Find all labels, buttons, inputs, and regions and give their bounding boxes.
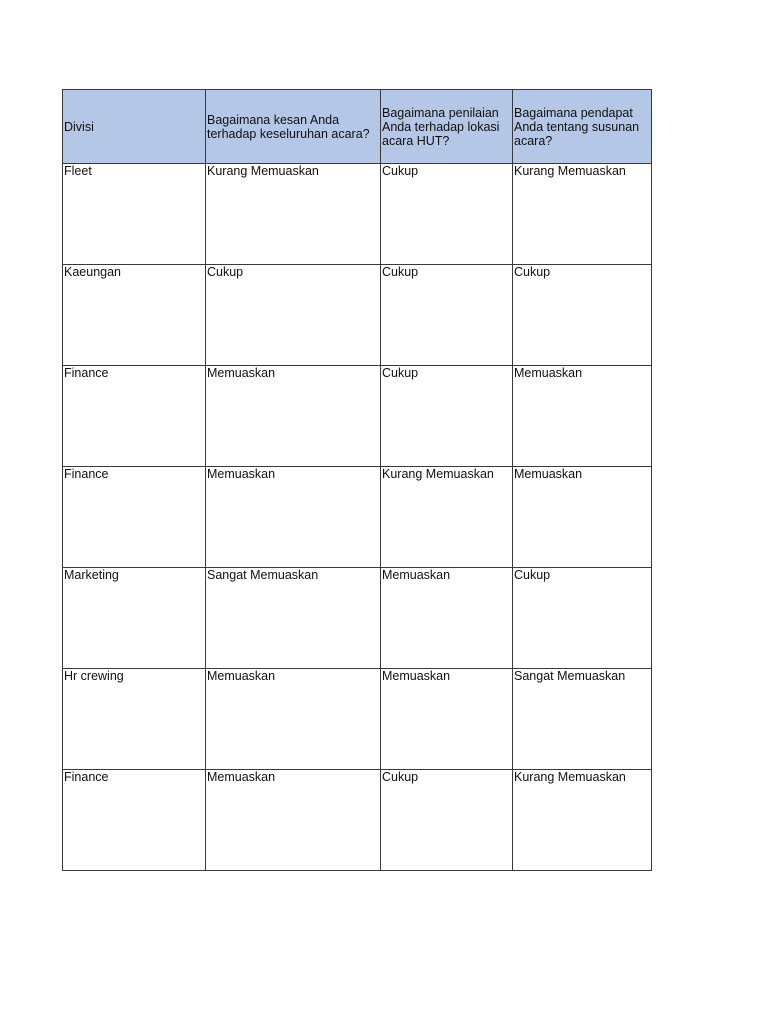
cell-divisi: Finance [63,366,206,467]
cell-divisi: Fleet [63,164,206,265]
cell-divisi: Hr crewing [63,669,206,770]
cell-divisi: Finance [63,467,206,568]
cell-divisi: Kaeungan [63,265,206,366]
table-header [63,90,652,164]
header-divisi: Divisi [63,90,206,164]
survey-table [62,89,652,871]
cell-divisi: Marketing [63,568,206,669]
cell-penilaian-lokasi: Cukup [381,164,513,265]
cell-susunan-acara: Kurang Memuaskan [513,770,652,871]
cell-penilaian-lokasi: Memuaskan [381,568,513,669]
cell-penilaian-lokasi: Memuaskan [381,669,513,770]
table-row [63,366,652,467]
cell-susunan-acara: Cukup [513,568,652,669]
table-row [63,770,652,871]
cell-penilaian-lokasi: Cukup [381,366,513,467]
header-kesan-acara: Bagaimana kesan Anda terhadap keseluruhan acara? [206,90,381,164]
cell-kesan-acara: Sangat Memuaskan [206,568,381,669]
cell-kesan-acara: Memuaskan [206,366,381,467]
cell-kesan-acara: Kurang Memuaskan [206,164,381,265]
cell-susunan-acara: Kurang Memuaskan [513,164,652,265]
cell-kesan-acara: Memuaskan [206,770,381,871]
cell-susunan-acara: Memuaskan [513,366,652,467]
cell-susunan-acara: Sangat Memuaskan [513,669,652,770]
cell-penilaian-lokasi: Kurang Memuaskan [381,467,513,568]
header-susunan-acara: Bagaimana pendapat Anda tentang susunan acara? [513,90,652,164]
cell-penilaian-lokasi: Cukup [381,770,513,871]
table-row [63,164,652,265]
cell-divisi: Finance [63,770,206,871]
cell-kesan-acara: Cukup [206,265,381,366]
cell-penilaian-lokasi: Cukup [381,265,513,366]
cell-susunan-acara: Memuaskan [513,467,652,568]
cell-kesan-acara: Memuaskan [206,467,381,568]
table-row [63,669,652,770]
table-row [63,265,652,366]
header-row [63,90,652,164]
table-body [63,164,652,871]
cell-susunan-acara: Cukup [513,265,652,366]
table-row [63,467,652,568]
cell-kesan-acara: Memuaskan [206,669,381,770]
table-row [63,568,652,669]
header-penilaian-lokasi: Bagaimana penilaian Anda terhadap lokasi acara HUT? [381,90,513,164]
